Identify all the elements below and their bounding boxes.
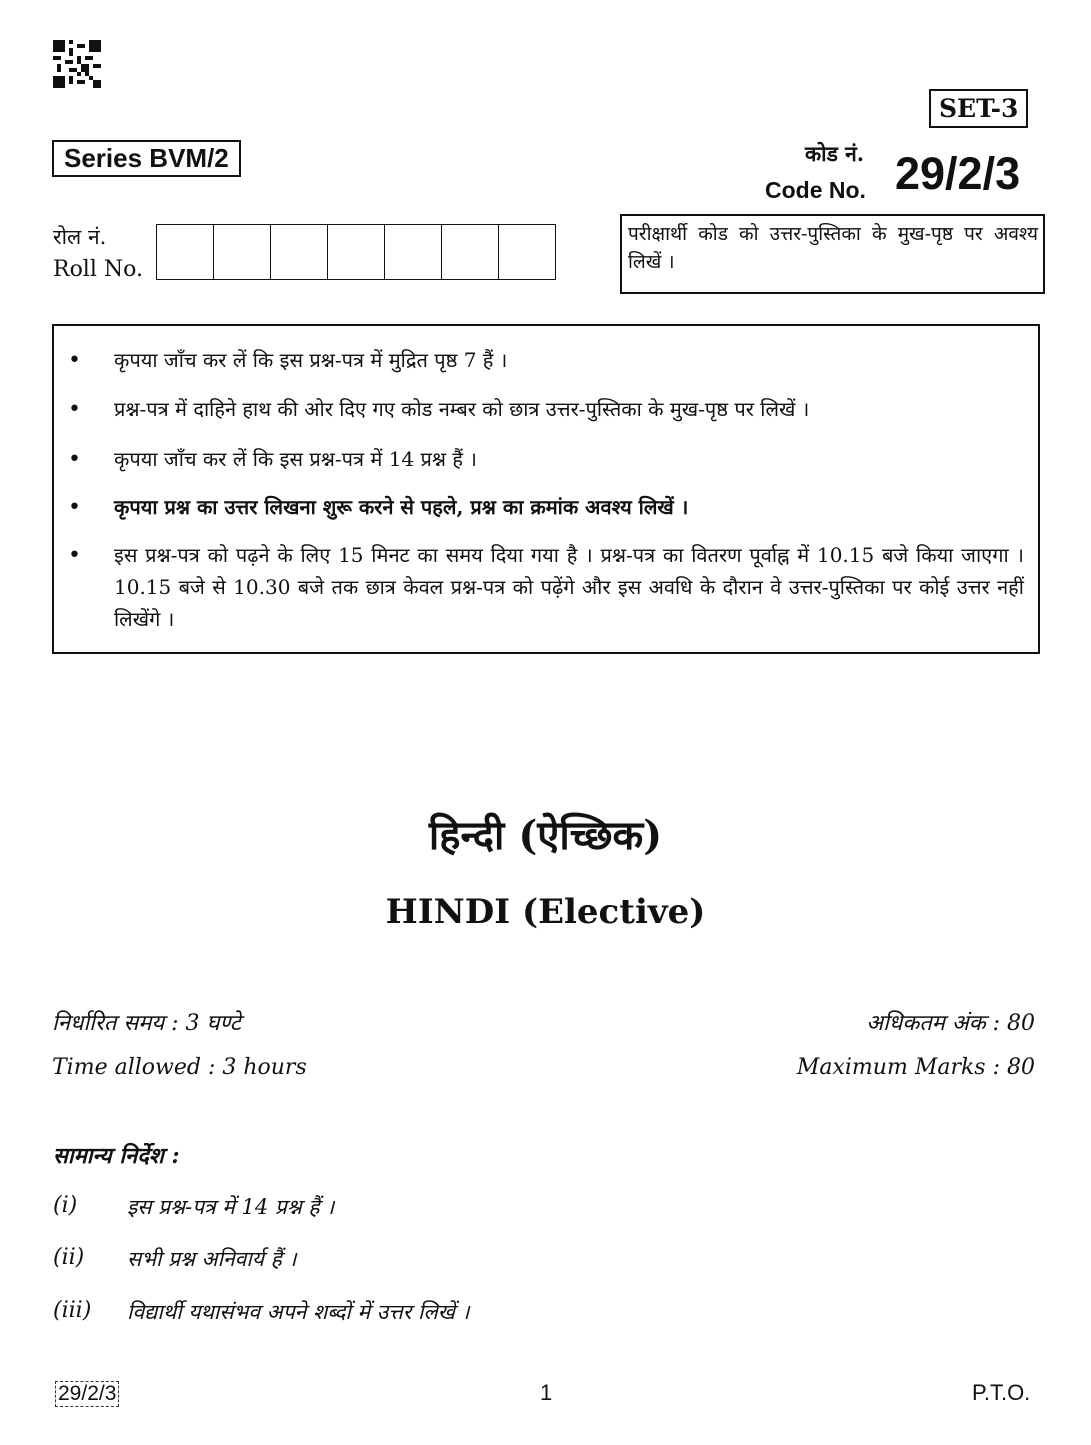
max-marks-hindi: अधिकतम अंक : 80 — [866, 1011, 1035, 1036]
roll-label-hindi: रोल नं. — [53, 225, 107, 249]
footer-code: 29/2/3 — [55, 1381, 119, 1407]
general-instructions-heading: सामान्य निर्देश : — [53, 1143, 180, 1169]
general-instruction-item: विद्यार्थी यथासंभव अपने शब्दों में उत्तर लिखें । — [127, 1300, 470, 1324]
roll-box[interactable] — [385, 225, 442, 279]
instruction-item: इस प्रश्न-पत्र को पढ़ने के लिए 15 मिनट का समय दिया गया है । प्रश्न-पत्र का वितरण पूर्वाह्न में 10.15 बजे किया जाएगा । 10.15 बजे से 10.30 बजे तक छात्र केवल प्रश्न-पत्र को पढ़ेंगे और इस अवधि के दौरान वे उत्तर-पुस्तिका पर कोई उत्तर नहीं लिखेंगे । — [114, 543, 1024, 631]
subject-title-english: HINDI (Elective) — [385, 892, 706, 932]
bullet-icon: • — [68, 397, 81, 422]
general-instruction-item: इस प्रश्न-पत्र में 14 प्रश्न हैं । — [127, 1195, 335, 1219]
page-number: 1 — [540, 1380, 553, 1405]
series-label: Series BVM/2 — [52, 140, 241, 177]
roll-box[interactable] — [328, 225, 385, 279]
bullet-icon: • — [68, 495, 81, 520]
instruction-item: कृपया प्रश्न का उत्तर लिखना शुरू करने से पहले, प्रश्न का क्रमांक अवश्य लिखें । — [114, 495, 689, 519]
bullet-icon: • — [68, 348, 81, 373]
instruction-number: (ii) — [53, 1245, 85, 1270]
roll-box[interactable] — [214, 225, 271, 279]
code-number: 29/2/3 — [895, 148, 1021, 199]
instruction-item: कृपया जाँच कर लें कि इस प्रश्न-पत्र में मुद्रित पृष्ठ 7 हैं । — [114, 348, 508, 372]
pto-label: P.T.O. — [972, 1380, 1031, 1405]
roll-box[interactable] — [499, 225, 555, 279]
general-instruction-item: सभी प्रश्न अनिवार्य हैं । — [127, 1247, 297, 1271]
subject-title-hindi: हिन्दी (ऐच्छिक) — [428, 812, 663, 859]
roll-box[interactable] — [157, 225, 214, 279]
qr-code-icon — [53, 40, 101, 88]
instruction-number: (i) — [53, 1193, 78, 1218]
roll-number-boxes[interactable] — [156, 224, 556, 280]
code-label-english: Code No. — [765, 177, 866, 203]
instruction-item: प्रश्न-पत्र में दाहिने हाथ की ओर दिए गए कोड नम्बर को छात्र उत्तर-पुस्तिका के मुख-पृष्ठ पर लिखें । — [114, 397, 810, 421]
time-allowed-hindi: निर्धारित समय : 3 घण्टे — [52, 1011, 241, 1036]
roll-box[interactable] — [442, 225, 499, 279]
code-label-hindi: कोड नं. — [805, 141, 865, 166]
roll-label-english: Roll No. — [53, 257, 143, 282]
max-marks-english: Maximum Marks : 80 — [796, 1055, 1035, 1080]
code-note: परीक्षार्थी कोड को उत्तर-पुस्तिका के मुख-पृष्ठ पर अवश्य लिखें । — [620, 214, 1045, 294]
set-label: SET-3 — [929, 89, 1028, 128]
bullet-icon: • — [68, 543, 81, 568]
time-allowed-english: Time allowed : 3 hours — [52, 1055, 307, 1080]
roll-box[interactable] — [271, 225, 328, 279]
instruction-item: कृपया जाँच कर लें कि इस प्रश्न-पत्र में 14 प्रश्न हैं । — [114, 447, 477, 471]
bullet-icon: • — [68, 447, 81, 472]
instruction-number: (iii) — [53, 1298, 92, 1323]
